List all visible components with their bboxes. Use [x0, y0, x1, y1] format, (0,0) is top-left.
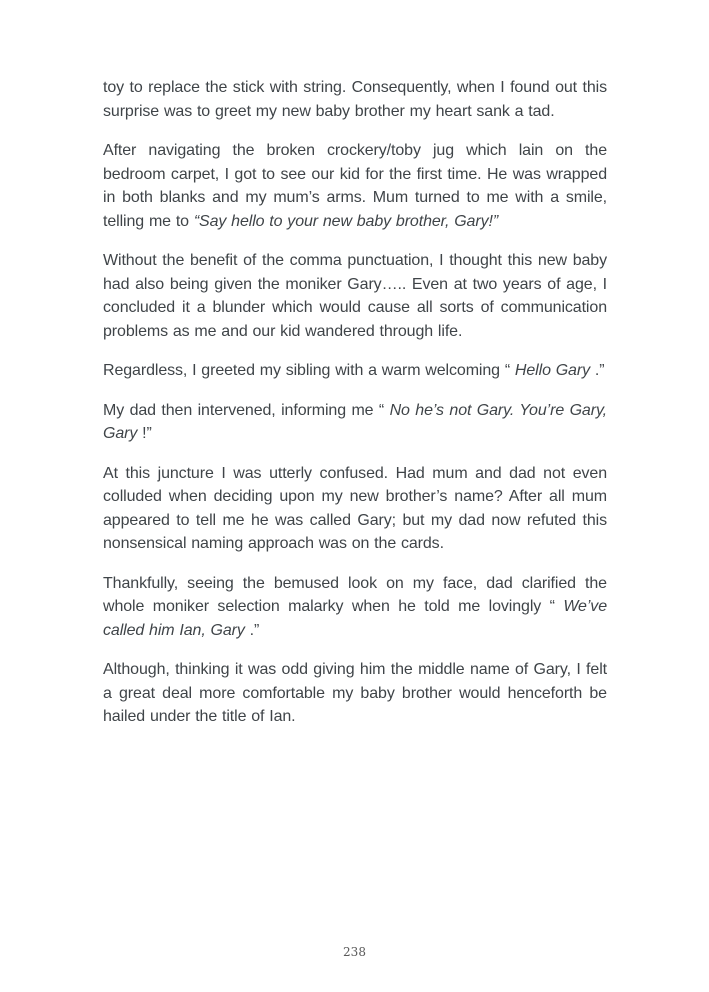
paragraph: [103, 359, 607, 383]
paragraph: [103, 462, 607, 556]
text-segment: toy to replace the stick with string. Consequently, when I found out this surprise was to greet my new baby brother my heart sank a tad.: [103, 79, 607, 120]
text-segment: Although, thinking it was odd giving him the middle name of Gary, I felt a great deal more comfortable my baby brother would henceforth be hailed under the title of Ian.: [103, 661, 607, 725]
quoted-dialogue: We’ve called him Ian, Gary: [103, 598, 607, 639]
paragraph: [103, 572, 607, 643]
quoted-dialogue: No he’s not Gary. You’re Gary, Gary: [103, 401, 607, 442]
text-segment: At this juncture I was utterly confused. Had mum and dad not even colluded when deciding upon my new brother’s name? After all mum appeared to tell me he was called Gary; but my dad now refuted this nonsensical naming approach was on the cards.: [103, 464, 607, 552]
paragraph: [103, 399, 607, 446]
text-segment: Thankfully, seeing the bemused look on my face, dad clarified the whole moniker selection malarky when he told me lovingly “: [103, 574, 607, 615]
text-segment: My dad then intervened, informing me “: [103, 401, 390, 419]
paragraph: [103, 658, 607, 729]
text-segment: !”: [137, 425, 152, 442]
paragraph: [103, 139, 607, 233]
text-column: [103, 76, 607, 745]
paragraph: [103, 76, 607, 123]
paragraph: [103, 249, 607, 343]
text-segment: Without the benefit of the comma punctuation, I thought this new baby had also being given the moniker Gary….. Even at two years of age, I concluded it a blunder which would cause all sorts of communication problems as me and our kid wandered through life.: [103, 252, 607, 340]
page-number: 238: [343, 945, 366, 959]
quoted-dialogue: Hello Gary: [514, 362, 590, 379]
text-segment: .”: [244, 621, 260, 639]
text-segment: Regardless, I greeted my sibling with a warm welcoming “: [103, 362, 515, 379]
text-segment: .”: [590, 362, 605, 379]
quoted-dialogue: “Say hello to your new baby brother, Gary!”: [193, 212, 499, 230]
text-segment: After navigating the broken crockery/toby jug which lain on the bedroom carpet, I got to see our kid for the first time. He was wrapped in both blanks and my mum’s arms. Mum turned to me with a smile, telling me to: [103, 142, 607, 230]
